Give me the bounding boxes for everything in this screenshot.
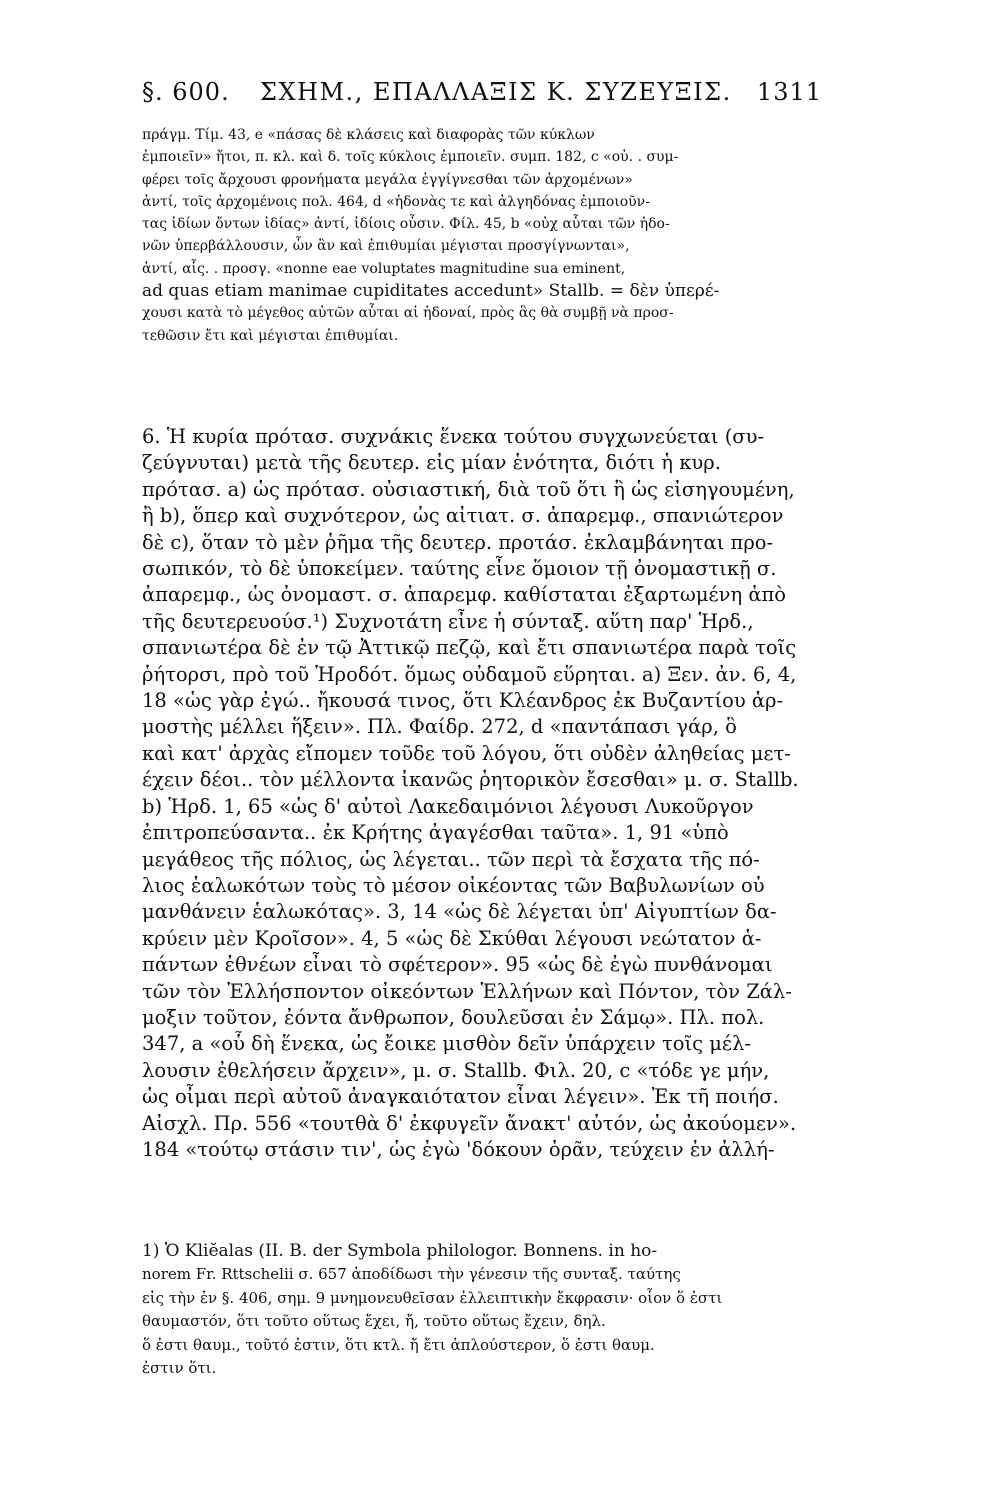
main-text-line: μεγάθεος τῆς πόλιος, ὡς λέγεται.. τῶν περὶ τὰ ἔσχατα τῆς πό- bbox=[142, 847, 760, 871]
notes-line: τας ἰδίων ὄντων ἰδίας» ἀντί, ἰδίοις οὖσιν. Φίλ. 45, b «οὐχ αὗται τῶν ἡδο- bbox=[142, 216, 670, 233]
page-number: 1311 bbox=[756, 78, 822, 106]
main-text-line: ἐπιτροπεύσαντα.. ἐκ Κρήτης ἀγαγέσθαι ταῦτα». 1, 91 «ὑπὸ bbox=[142, 821, 729, 845]
notes-line: τεθῶσιν ἔτι καὶ μέγισται ἐπιθυμίαι. bbox=[142, 327, 399, 344]
main-text-line: σπανιωτέρα δὲ ἐν τῷ Ἀττικῷ πεζῷ, καὶ ἔτι σπανιωτέρα παρὰ τοῖς bbox=[142, 636, 797, 660]
footnote bbox=[142, 1240, 832, 1380]
main-text-line: έχειν δέοι.. τὸν μέλλοντα ἱκανῶς ῥητορικὸν ἔσεσθαι» μ. σ. Stallb. bbox=[142, 768, 799, 792]
running-head bbox=[142, 78, 822, 114]
main-text-line: ἀπαρεμφ., ὡς ὀνομαστ. σ. ἀπαρεμφ. καθίσταται ἐξαρτωμένη ἀπὸ bbox=[142, 583, 787, 607]
main-text-line: μοξιν τοῦτον, ἐόντα ἄνθρωπον, δουλεῦσαι ἐν Σάμῳ». Πλ. πολ. bbox=[142, 1005, 765, 1029]
main-text-line: ἢ b), ὅπερ καὶ συχνότερον, ὡς αἰτιατ. σ. ἀπαρεμφ., σπανιώτερον bbox=[142, 504, 784, 528]
main-text-line: 347, a «οὗ δὴ ἕνεκα, ὡς ἔοικε μισθὸν δεῖν ὑπάρχειν τοῖς μέλ- bbox=[142, 1032, 751, 1056]
notes-line: πράγμ. Τίμ. 43, e «πάσας δὲ κλάσεις καὶ διαφορὰς τῶν κύκλων bbox=[142, 127, 595, 143]
notes-line: ἀντί, τοῖς ἀρχομένοις πολ. 464, d «ἡδονὰς τε καὶ ἀλγηδόνας ἐμποιοῦν- bbox=[142, 193, 650, 210]
main-text-line: 184 «τούτῳ στάσιν τιν', ὡς ἐγὼ 'δόκουν ὁρᾶν, τεύχειν ἐν ἀλλή- bbox=[142, 1137, 775, 1161]
main-text-line: δὲ c), ὅταν τὸ μὲν ῥῆμα τῆς δευτερ. προτάσ. ἐκλαμβάνηται προ- bbox=[142, 530, 774, 554]
notes-line: ad quas etiam manimae cupiditates accedunt» Stallb. = δὲν ὑπερέ- bbox=[142, 281, 720, 302]
continued-notes bbox=[142, 124, 832, 347]
main-text-line: ζεύγνυται) μετὰ τῆς δευτερ. εἰς μίαν ἑνότητα, διότι ἡ κυρ. bbox=[142, 451, 721, 475]
main-text-line: 18 «ὡς γὰρ ἐγώ.. ἤκουσά τινος, ὅτι Κλέανδρος ἐκ Βυζαντίου ἁρ- bbox=[142, 689, 784, 713]
main-text-line: μοστὴς μέλλει ἥξειν». Πλ. Φαίδρ. 272, d «παντάπασι γάρ, ὃ bbox=[142, 715, 737, 739]
main-text-line: καὶ κατ' ἀρχὰς εἴπομεν τοῦδε τοῦ λόγου, ὅτι οὐδὲν ἀληθείας μετ- bbox=[142, 741, 791, 765]
footnote-line: norem Fr. Rttschelii σ. 657 ἀποδίδωσι τὴν γένεσιν τῆς συνταξ. ταύτης bbox=[142, 1265, 681, 1284]
main-text-line: πρότασ. a) ὡς πρότασ. οὐσιαστική, διὰ τοῦ ὅτι ἢ ὡς εἰσηγουμένη, bbox=[142, 477, 795, 501]
main-text-line: λιος ἑαλωκότων τοὺς τὸ μέσον οἰκέοντας τῶν Βαβυλωνίων οὐ bbox=[142, 873, 765, 897]
footnote-line: ἐστιν ὅτι. bbox=[142, 1359, 217, 1378]
main-text-line: ὡς οἶμαι περὶ αὐτοῦ ἀναγκαιότατον εἶναι λέγειν». Ἐκ τῆ ποιήσ. bbox=[142, 1085, 779, 1109]
notes-line: ἀντί, αἷς. . προσγ. «nonne eae voluptates magnitudine sua eminent, bbox=[142, 260, 626, 277]
main-text-line: Αἰσχλ. Πρ. 556 «τουτθὰ δ' ἐκφυγεῖν ἄνακτ' αὐτόν, ὡς ἀκούομεν». bbox=[142, 1111, 797, 1135]
footnote-line: θαυμαστόν, ὅτι τοῦτο οὕτως ἔχει, ἤ, τοῦτο οὕτως ἔχειν, δηλ. bbox=[142, 1312, 606, 1331]
footnote-line: εἰς τὴν ἐν §. 406, σημ. 9 μνημονευθεῖσαν ἐλλειπτικὴν ἔκφρασιν· οἷον ὅ ἐστι bbox=[142, 1288, 723, 1307]
main-text-line: τῶν τὸν Ἑλλήσποντον οἰκεόντων Ἑλλήνων καὶ Πόντον, τὸν Ζάλ- bbox=[142, 979, 792, 1003]
main-text-line: τῆς δευτερευούσ.¹) Συχνοτάτη εἶνε ἡ σύνταξ. αὕτη παρ' Ἡρδ., bbox=[142, 609, 754, 633]
notes-line: νῶν ὑπερβάλλουσιν, ὧν ἂν καὶ ἐπιθυμίαι μέγισται προσγίγνωνται», bbox=[142, 238, 630, 255]
footnote-line: 1) Ὁ Kliĕalas (II. B. der Symbola philologor. Bonnens. in ho- bbox=[142, 1241, 658, 1261]
main-text-line: λουσιν ἐθελήσειν ἄρχειν», μ. σ. Stallb. Φιλ. 20, c «τόδε γε μήν, bbox=[142, 1058, 770, 1082]
main-text-line: πάντων ἐθνέων εἶναι τὸ σφέτερον». 95 «ὡς δὲ ἐγὼ πυνθάνομαι bbox=[142, 953, 773, 977]
main-text-line: ῥήτορσι, πρὸ τοῦ Ἡροδότ. ὅμως οὐδαμοῦ εὕρηται. a) Ξεν. ἀν. 6, 4, bbox=[142, 662, 797, 686]
main-text-line: μανθάνειν ἑαλωκότας». 3, 14 «ὡς δὲ λέγεται ὑπ' Αἰγυπτίων δα- bbox=[142, 900, 777, 924]
main-text-line: 6. Ἡ κυρία πρότασ. συχνάκις ἕνεκα τούτου συγχωνεύεται (συ- bbox=[142, 425, 765, 448]
notes-line: ἐμποιεῖν» ἤτοι, π. κλ. καὶ δ. τοῖς κύκλοις ἐμποιεῖν. συμπ. 182, c «οὐ. . συμ- bbox=[142, 149, 679, 166]
footnote-line: ὅ ἐστι θαυμ., τοῦτό ἐστιν, ὅτι κτλ. ἤ ἔτι ἁπλούστερον, ὅ ἐστι θαυμ. bbox=[142, 1335, 655, 1354]
main-text-line: κρύειν μὲν Κροῖσον». 4, 5 «ὡς δὲ Σκύθαι λέγουσι νεώτατον ἁ- bbox=[142, 926, 762, 950]
notes-line: χουσι κατὰ τὸ μέγεθος αὐτῶν αὗται αἱ ἡδοναί, πρὸς ἃς θὰ συμβῇ νὰ προσ- bbox=[142, 305, 674, 322]
main-text-line: b) Ἡρδ. 1, 65 «ὡς δ' αὐτοὶ Λακεδαιμόνιοι λέγουσι Λυκοῦργον bbox=[142, 794, 754, 818]
running-title: ΣΧΗΜ., ΕΠΑΛΛΑΞΙΣ Κ. ΣΥΖΕΥΞΙΣ. bbox=[260, 78, 732, 106]
notes-line: φέρει τοῖς ἄρχουσι φρονήματα μεγάλα ἐγγίγνεσθαι τῶν ἀρχομένων» bbox=[142, 171, 633, 188]
main-text bbox=[142, 424, 832, 1163]
main-text-line: σωπικόν, τὸ δὲ ὑποκείμεν. ταύτης εἶνε ὅμοιον τῇ ὀνομαστικῇ σ. bbox=[142, 557, 777, 581]
section-number: §. 600. bbox=[142, 78, 230, 106]
